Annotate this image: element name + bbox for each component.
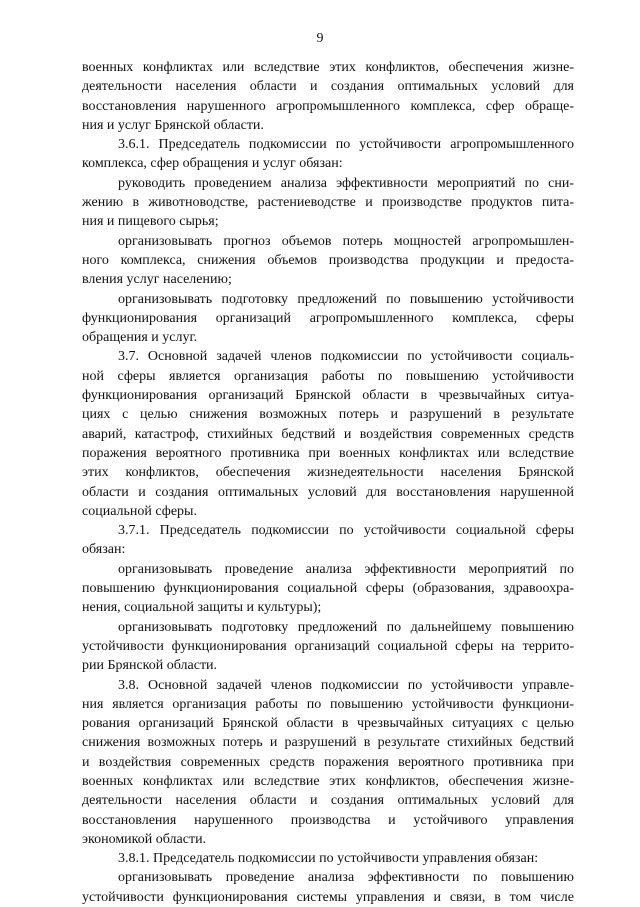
text-line: ного комплекса, снижения объемов производства продукции и предоста- bbox=[82, 252, 574, 268]
text-line: организовывать подготовку предложений по дальнейшему повышению bbox=[118, 619, 574, 635]
text-line: рования организаций Брянской области в чрезвычайных ситуациях с целью bbox=[82, 716, 574, 732]
text-line: 3.7.1. Председатель подкомиссии по устойчивости социальной сферы bbox=[118, 523, 574, 539]
text-line: жению в животноводстве, растениеводстве и производстве продуктов пита- bbox=[82, 195, 574, 211]
text-line: военных конфликтах или вследствие этих конфликтов, обеспечения жизне- bbox=[82, 60, 574, 75]
text-line: ния и услуг Брянской области. bbox=[82, 117, 264, 133]
text-line: военных конфликтах или вследствие этих конфликтов, обеспечения жизне- bbox=[82, 773, 574, 789]
text-line: деятельности населения области и создания оптимальных условий для bbox=[82, 793, 574, 809]
text-line: снижения возможных потерь и разрушений в результате стихийных бедствий bbox=[82, 735, 574, 751]
text-line: аварий, катастроф, стихийных бедствий и воздействия современных средств bbox=[82, 426, 574, 442]
text-line: организовывать подготовку предложений по повышению устойчивости bbox=[118, 291, 574, 307]
text-line: функционирования организаций агропромышленного комплекса, сферы bbox=[82, 310, 574, 326]
text-line: 3.6.1. Председатель подкомиссии по устойчивости агропромышленного bbox=[118, 137, 574, 153]
text-line: ния и пищевого сырья; bbox=[82, 214, 219, 230]
text-line: области и создания оптимальных условий для восстановления нарушенной bbox=[82, 484, 574, 500]
text-line: восстановления нарушенного агропромышленного комплекса, сфер обраще- bbox=[82, 98, 574, 114]
text-line: руководить проведением анализа эффективности мероприятий по сни- bbox=[118, 175, 574, 191]
text-line: этих конфликтов, обеспечения жизнедеятельности населения Брянской bbox=[82, 465, 574, 481]
text-line: экономикой области. bbox=[82, 831, 207, 847]
text-line: нения, социальной защиты и культуры); bbox=[82, 600, 322, 616]
text-line: функционирования организаций Брянской области в чрезвычайных ситуа- bbox=[82, 388, 574, 404]
text-line: и воздействия современных средств поражения вероятного противника при bbox=[82, 754, 574, 770]
text-line: поражения вероятного противника при военных конфликтах или вследствие bbox=[82, 445, 574, 461]
text-line: восстановления нарушенного производства и устойчивого управления bbox=[82, 812, 574, 828]
text-line: ния является организация работы по повышению устойчивости функциони- bbox=[82, 696, 574, 712]
text-line: устойчивости функционирования организаций социальной сферы на террито- bbox=[82, 638, 574, 654]
text-line: деятельности населения области и создания оптимальных условий для bbox=[82, 79, 574, 95]
text-line: циях с целью снижения возможных потерь и разрушений в результате bbox=[82, 407, 574, 423]
text-line: 3.8. Основной задачей членов подкомиссии по устойчивости управле- bbox=[118, 677, 574, 693]
text-line: комплекса, сфер обращения и услуг обязан: bbox=[82, 156, 343, 172]
text-line: обращения и услуг. bbox=[82, 330, 198, 346]
text-line: социальной сферы. bbox=[82, 503, 197, 519]
text-line: 3.8.1. Председатель подкомиссии по устойчивости управления обязан: bbox=[118, 851, 539, 867]
text-line: устойчивости функционирования системы управления и связи, в том числе bbox=[82, 889, 574, 905]
text-line: повышению функционирования социальной сферы (образования, здравоохра- bbox=[82, 581, 574, 597]
text-line: вления услуг населению; bbox=[82, 272, 232, 288]
text-line: организовывать прогноз объемов потерь мощностей агропромышлен- bbox=[118, 233, 574, 249]
text-line: обязан: bbox=[82, 542, 126, 558]
text-line: ной сферы является организация работы по повышению устойчивости bbox=[82, 368, 574, 384]
text-line: рии Брянской области. bbox=[82, 658, 218, 674]
text-line: организовывать проведение анализа эффективности мероприятий по bbox=[118, 561, 574, 577]
text-line: организовывать проведение анализа эффективности по повышению bbox=[118, 870, 574, 886]
document-body bbox=[82, 58, 574, 907]
text-line: 3.7. Основной задачей членов подкомиссии по устойчивости социаль- bbox=[118, 349, 574, 365]
page-number: 9 bbox=[316, 31, 324, 46]
